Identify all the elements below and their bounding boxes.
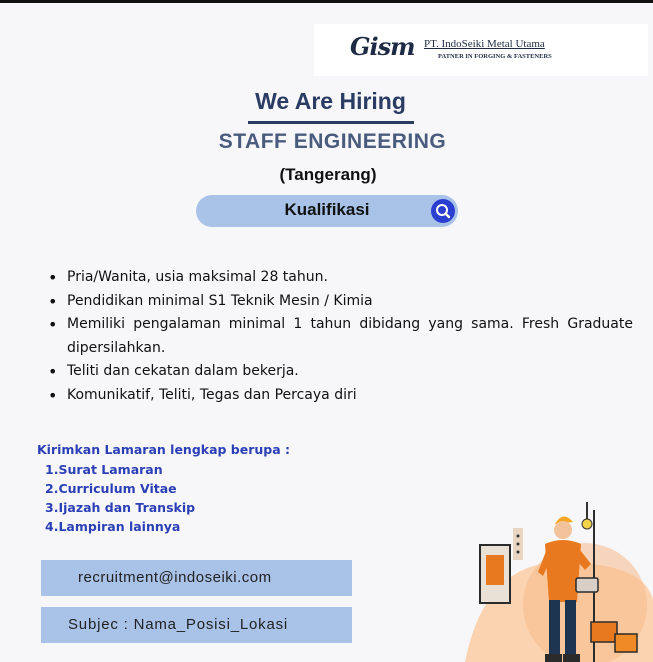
heading-underline: [248, 121, 414, 124]
application-title: Kirimkan Lamaran lengkap berupa :: [37, 442, 291, 457]
requirements-list: [48, 266, 633, 407]
search-icon: [431, 199, 455, 223]
job-location: (Tangerang): [279, 165, 377, 184]
requirement-item: • Teliti dan cekatan dalam bekerja.: [48, 360, 633, 384]
email-subject: Subjec : Nama_Posisi_Lokasi: [68, 616, 289, 633]
requirement-item: • Komunikatif, Teliti, Tegas dan Percaya diri: [48, 384, 633, 408]
document-item: 4.Lampiran lainnya: [45, 519, 181, 534]
document-item: 2.Curriculum Vitae: [45, 481, 177, 496]
email-box: [41, 560, 352, 596]
subject-box: [41, 607, 352, 643]
logo-mark: Gism: [350, 32, 415, 61]
electrician-illustration: [445, 500, 653, 662]
qualification-banner: [196, 195, 458, 227]
requirement-item: • Memiliki pengalaman minimal 1 tahun dibidang yang sama. Fresh Graduate dipersilahkan.: [48, 313, 633, 360]
position-title: STAFF ENGINEERING: [218, 130, 447, 153]
documents-list: [45, 460, 195, 536]
company-tagline: PATNER IN FORGING & FASTENERS: [438, 53, 552, 60]
hiring-heading: We Are Hiring: [255, 88, 406, 114]
requirement-item: • Pendidikan minimal S1 Teknik Mesin / Kimia: [48, 290, 633, 314]
qualification-label: Kualifikasi: [284, 200, 370, 219]
recruitment-email: recruitment@indoseiki.com: [78, 569, 272, 586]
company-name: PT. IndoSeiki Metal Utama: [424, 38, 545, 50]
company-logo: [314, 24, 648, 76]
document-item: 1.Surat Lamaran: [45, 462, 163, 477]
document-item: 3.Ijazah dan Transkip: [45, 500, 196, 515]
requirement-item: • Pria/Wanita, usia maksimal 28 tahun.: [48, 266, 633, 290]
top-border: [0, 0, 653, 3]
